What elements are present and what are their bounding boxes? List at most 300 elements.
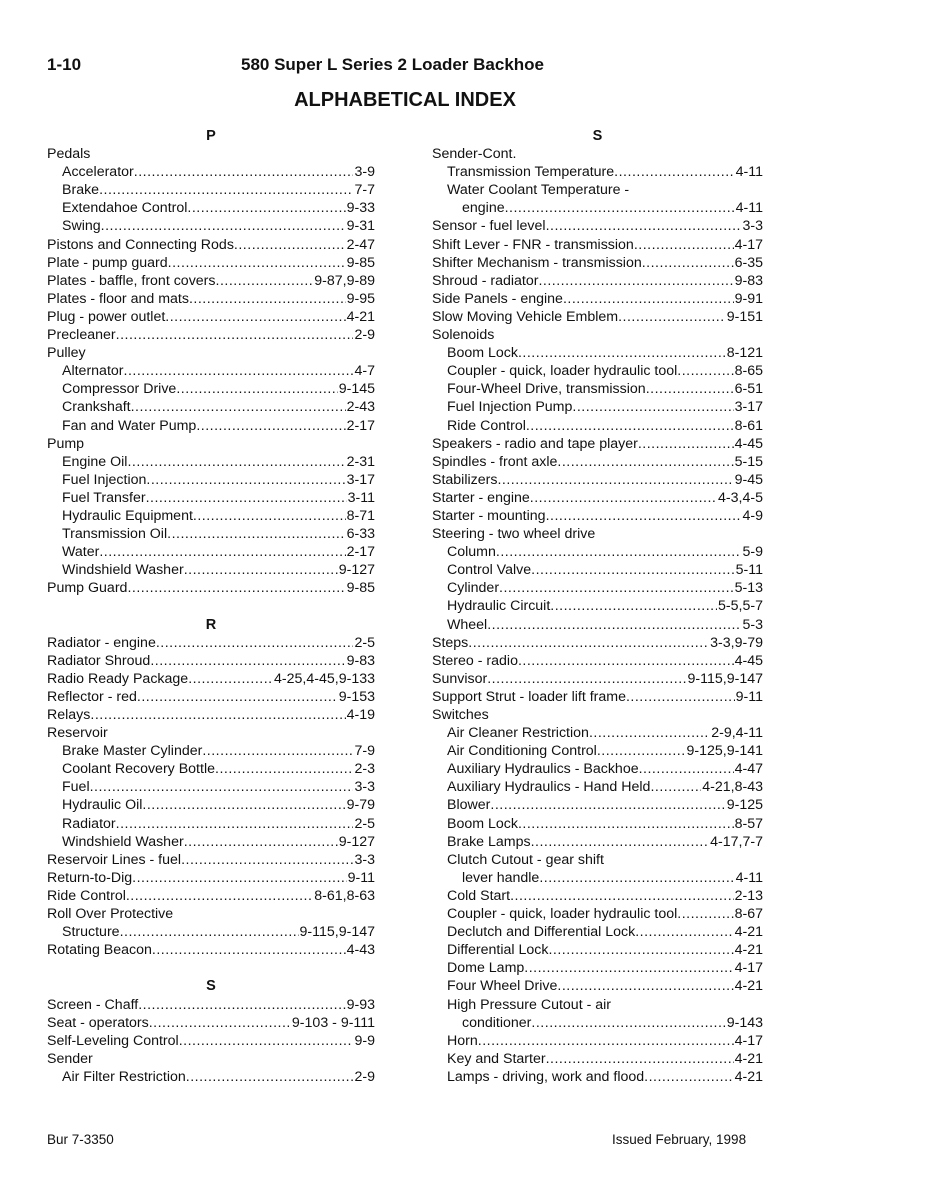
page-reference: 3-3,9-79: [710, 634, 763, 651]
dot-leader: [116, 326, 354, 344]
dot-leader: [156, 634, 354, 652]
document-title: 580 Super L Series 2 Loader Backhoe: [241, 55, 544, 74]
section-letter-heading: P: [206, 128, 216, 144]
dot-leader: [634, 236, 734, 254]
page-reference: 3-3: [354, 851, 375, 868]
page-reference: 9-45: [734, 471, 763, 488]
page-reference: 9-93: [346, 996, 375, 1013]
entry-label: Radio Ready Package: [47, 670, 189, 687]
entry-label: Hydraulic Circuit: [447, 598, 551, 615]
index-entry: [432, 634, 763, 652]
dot-leader: [496, 543, 742, 561]
entry-label: Air Conditioning Control: [447, 743, 597, 760]
index-subentry: [47, 525, 375, 543]
entry-label: Crankshaft: [62, 399, 131, 416]
dot-leader: [550, 597, 717, 615]
entry-label: Wheel: [447, 616, 488, 633]
page-reference: 9-11: [735, 688, 763, 705]
index-entry: [432, 290, 763, 308]
entry-label: Return-to-Dig: [47, 869, 133, 886]
page-reference: 4-21: [734, 1068, 763, 1085]
entry-label: Precleaner: [47, 327, 116, 344]
index-subentry: [47, 742, 375, 760]
entry-label: Fuel: [62, 779, 90, 796]
index-subentry: [47, 815, 375, 833]
entry-label: Starter - mounting: [432, 507, 546, 524]
entry-label: Pedals: [47, 146, 91, 163]
page-reference: 9-145: [338, 381, 375, 398]
dot-leader: [531, 561, 735, 579]
entry-label: Switches: [432, 707, 489, 723]
index-entry: [432, 217, 763, 235]
page-reference: 4-21: [734, 942, 763, 959]
entry-label: Key and Starter: [447, 1050, 546, 1067]
entry-label: Self-Leveling Control: [47, 1032, 179, 1049]
dot-leader: [131, 398, 346, 416]
index-entry: [47, 579, 375, 597]
dot-leader: [215, 760, 353, 778]
dot-leader: [530, 489, 717, 507]
index-entry: [47, 652, 375, 670]
dot-leader: [127, 579, 345, 597]
dot-leader: [518, 344, 726, 362]
page-reference: 2-31: [346, 453, 375, 470]
page-reference: 9-85: [346, 254, 375, 271]
page-number: 1-10: [47, 55, 82, 74]
index-subentry: [432, 941, 763, 959]
dot-leader: [132, 869, 347, 887]
dot-leader: [188, 670, 273, 688]
entry-label: Alternator: [62, 363, 124, 380]
index-subentry: [47, 362, 375, 380]
index-subentry: [47, 561, 375, 579]
entry-label: Auxiliary Hydraulics - Hand Held: [447, 779, 651, 796]
page-reference: 4-11: [735, 200, 763, 217]
index-subentry: [47, 380, 375, 398]
section-letter-heading: R: [205, 616, 217, 633]
index-subentry: [432, 905, 763, 923]
entry-label: Sender: [47, 1050, 93, 1067]
entry-label: Screen - Chaff: [47, 996, 139, 1013]
entry-label: Control Valve: [447, 562, 532, 579]
page-reference: 5-3: [742, 616, 763, 633]
index-entry: [47, 688, 375, 706]
index-subentry: [432, 923, 763, 941]
dot-leader: [646, 380, 734, 398]
index-entry: [432, 145, 763, 163]
dot-leader: [202, 742, 353, 760]
entry-label: Horn: [447, 1032, 478, 1049]
index-entry: [432, 688, 763, 706]
entry-label: Brake Lamps: [447, 833, 531, 850]
entry-label: Fuel Injection Pump: [447, 399, 573, 416]
entry-label: engine: [462, 200, 505, 217]
entry-label: Pistons and Connecting Rods: [47, 236, 234, 253]
index-entry: [47, 634, 375, 652]
dot-leader: [539, 869, 734, 887]
entry-label: Shroud - radiator: [432, 272, 539, 289]
entry-label: Starter - engine: [432, 489, 530, 506]
index-subentry: [432, 398, 763, 416]
entry-label: Engine Oil: [62, 453, 128, 470]
dot-leader: [149, 1014, 291, 1032]
index-entry: [47, 290, 375, 308]
page-reference: 6-51: [734, 381, 763, 398]
index-entry: [432, 489, 763, 507]
entry-label: Steering - two wheel drive: [432, 526, 596, 543]
dot-leader: [644, 1068, 733, 1086]
page-reference: 8-121: [726, 345, 763, 362]
index-entry: [47, 145, 375, 163]
page-reference: 2-17: [346, 417, 375, 434]
entry-label: Dome Lamp: [447, 960, 525, 977]
page-reference: 6-35: [734, 254, 763, 271]
index-subentry: [432, 1014, 763, 1032]
entry-label: Sensor - fuel level: [432, 218, 546, 235]
page-reference: 8-57: [734, 815, 763, 832]
page-reference: 4-17: [734, 1032, 763, 1049]
page-reference: 2-17: [346, 544, 375, 561]
index-subentry: [47, 796, 375, 814]
index-subentry: [432, 1050, 763, 1068]
page-reference: 5-15: [734, 453, 763, 470]
index-subentry: [47, 453, 375, 471]
entry-label: Four-Wheel Drive, transmission: [447, 381, 646, 398]
page-reference: 8-67: [734, 906, 763, 923]
index-subentry: [47, 507, 375, 525]
page-reference: 4-7: [354, 363, 375, 380]
page-reference: 4-19: [346, 707, 375, 723]
index-subentry: [432, 796, 763, 814]
index-subentry: [432, 362, 763, 380]
page-reference: 9-143: [726, 1014, 763, 1031]
entry-label: Plates - baffle, front covers: [47, 272, 216, 289]
entry-label: Shift Lever - FNR - transmission: [432, 236, 634, 253]
entry-label: Pump Guard: [47, 580, 128, 597]
page-reference: 7-7: [354, 182, 375, 199]
entry-label: Ride Control: [447, 417, 526, 434]
entry-label: Differential Lock: [447, 942, 549, 959]
entry-label: Transmission Temperature: [447, 164, 615, 181]
page-reference: 5-5,5-7: [718, 598, 763, 615]
page-reference: 4-47: [734, 761, 763, 778]
entry-label: Sunvisor: [432, 670, 488, 687]
entry-label: Windshield Washer: [62, 833, 184, 850]
entry-label: Rotating Beacon: [47, 942, 152, 959]
index-subentry: [432, 163, 763, 181]
index-subentry: [432, 977, 763, 995]
page-reference: 4-21: [734, 978, 763, 995]
dot-leader: [650, 778, 701, 796]
section-letter-heading: S: [592, 128, 603, 144]
page-reference: 9-153: [338, 688, 375, 705]
entry-label: Accelerator: [62, 164, 134, 181]
entry-label: Cylinder: [447, 580, 500, 597]
dot-leader: [186, 1068, 354, 1086]
index-entry: [47, 308, 375, 326]
index-entry: [47, 869, 375, 887]
dot-leader: [546, 507, 742, 525]
page-reference: 2-9,4-11: [711, 725, 763, 742]
dot-leader: [538, 272, 733, 290]
page-reference: 3-11: [347, 489, 375, 506]
page-reference: 3-17: [346, 471, 375, 488]
entry-label: Water: [62, 544, 100, 561]
page-reference: 4-21: [346, 308, 375, 325]
index-subentry: [432, 887, 763, 905]
dot-leader: [193, 507, 346, 525]
index-entry: [47, 1032, 375, 1050]
entry-label: lever handle: [462, 869, 540, 886]
index-entry: [47, 670, 375, 688]
index-entry: [432, 525, 763, 543]
entry-label: Speakers - radio and tape player: [432, 435, 638, 452]
index-column-left: [47, 127, 375, 1086]
index-subentry: [47, 760, 375, 778]
entry-label: conditioner: [462, 1014, 532, 1031]
entry-label: Air Cleaner Restriction: [447, 725, 589, 742]
dot-leader: [179, 1032, 354, 1050]
index-subentry: [432, 417, 763, 435]
page-reference: 9-115,9-147: [299, 924, 375, 941]
index-entry: [432, 254, 763, 272]
dot-leader: [635, 923, 733, 941]
index-entry: [47, 326, 375, 344]
dot-leader: [531, 1014, 725, 1032]
page-reference: 4-11: [735, 869, 763, 886]
page-reference: 9-85: [346, 580, 375, 597]
page-reference: 2-43: [346, 399, 375, 416]
entry-label: Windshield Washer: [62, 562, 184, 579]
entry-label: Radiator: [62, 815, 116, 832]
dot-leader: [137, 688, 338, 706]
page-reference: 4-21: [734, 924, 763, 941]
page-reference: 8-65: [734, 363, 763, 380]
dot-leader: [176, 380, 337, 398]
entry-label: Coolant Recovery Bottle: [62, 761, 215, 778]
dot-leader: [167, 525, 345, 543]
dot-leader: [138, 996, 345, 1014]
entry-label: Fan and Water Pump: [62, 417, 197, 434]
dot-leader: [468, 634, 709, 652]
dot-leader: [99, 543, 345, 561]
dot-leader: [497, 471, 733, 489]
entry-label: Declutch and Differential Lock: [447, 924, 636, 941]
page-reference: 4-11: [735, 164, 763, 181]
dot-leader: [187, 199, 345, 217]
page-reference: 6-33: [346, 526, 375, 543]
index-subentry: [47, 398, 375, 416]
index-subentry: [47, 471, 375, 489]
dot-leader: [196, 417, 345, 435]
index-entry: [47, 1050, 375, 1068]
page-reference: 2-47: [346, 236, 375, 253]
entry-label: Radiator - engine: [47, 634, 156, 651]
index-title: ALPHABETICAL INDEX: [294, 89, 516, 111]
dot-leader: [99, 181, 353, 199]
entry-label: Side Panels - engine: [432, 290, 563, 307]
index-subentry: [432, 1032, 763, 1050]
dot-leader: [526, 417, 734, 435]
dot-leader: [626, 688, 735, 706]
page-reference: 3-3: [354, 779, 375, 796]
index-subentry: [47, 199, 375, 217]
entry-label: High Pressure Cutout - air: [447, 996, 612, 1013]
footer-document-code: Bur 7-3350: [47, 1132, 114, 1147]
entry-label: Relays: [47, 707, 91, 723]
index-entry: [432, 435, 763, 453]
entry-label: Plate - pump guard: [47, 254, 168, 271]
page-reference: 2-3: [354, 761, 375, 778]
entry-label: Roll Over Protective: [47, 906, 174, 923]
entry-label: Coupler - quick, loader hydraulic tool: [447, 906, 678, 923]
page-reference: 9-95: [346, 290, 375, 307]
dot-leader: [146, 489, 347, 507]
index-subentry: [47, 217, 375, 235]
entry-label: Support Strut - loader lift frame: [432, 688, 626, 705]
dot-leader: [548, 941, 733, 959]
index-subentry: [432, 724, 763, 742]
index-subentry: [432, 380, 763, 398]
entry-label: Transmission Oil: [62, 526, 168, 543]
page-reference: 9-151: [726, 308, 763, 325]
dot-leader: [531, 833, 710, 851]
index-entry: [47, 851, 375, 869]
dot-leader: [478, 1032, 734, 1050]
index-entry: [47, 344, 375, 362]
entry-label: Structure: [62, 924, 120, 941]
entry-label: Column: [447, 544, 496, 561]
dot-leader: [142, 796, 345, 814]
index-entry: [432, 308, 763, 326]
dot-leader: [127, 453, 345, 471]
index-entry: [432, 670, 763, 688]
page-reference: 3-3: [742, 218, 763, 235]
dot-leader: [184, 561, 338, 579]
entry-label: Ride Control: [47, 887, 126, 904]
index-subentry: [432, 760, 763, 778]
entry-label: Reflector - red: [47, 688, 137, 705]
page-reference: 4-43: [346, 942, 375, 959]
index-subentry: [432, 851, 763, 869]
dot-leader: [518, 652, 734, 670]
page-reference: 9-83: [734, 272, 763, 289]
entry-label: Compressor Drive: [62, 381, 177, 398]
index-subentry: [432, 344, 763, 362]
index-subentry: [432, 579, 763, 597]
index-subentry: [47, 1068, 375, 1086]
entry-label: Air Filter Restriction: [62, 1068, 186, 1085]
dot-leader: [165, 308, 345, 326]
index-entry: [432, 652, 763, 670]
dot-leader: [677, 905, 733, 923]
entry-label: Lamps - driving, work and flood: [447, 1068, 645, 1085]
entry-label: Cold Start: [447, 887, 511, 904]
dot-leader: [638, 435, 734, 453]
dot-leader: [490, 796, 725, 814]
page-reference: 9-103 - 9-111: [291, 1014, 375, 1031]
index-entry: [47, 254, 375, 272]
index-subentry: [432, 561, 763, 579]
index-entry: [47, 996, 375, 1014]
entry-label: Pump: [47, 435, 85, 452]
page-reference: 9-83: [346, 652, 375, 669]
page-reference: 4-9: [742, 507, 763, 524]
page-reference: 2-9: [354, 1068, 375, 1085]
entry-label: Stereo - radio: [432, 652, 518, 669]
entry-label: Spindles - front axle: [432, 453, 558, 470]
index-entry: [47, 272, 375, 290]
entry-label: Brake: [62, 182, 100, 199]
index-entry: [432, 272, 763, 290]
page-reference: 2-5: [354, 634, 375, 651]
index-entry: [432, 236, 763, 254]
page-reference: 5-11: [735, 562, 763, 579]
page-reference: 9-9: [354, 1032, 375, 1049]
spacer: [47, 959, 375, 977]
page-reference: 9-127: [338, 562, 375, 579]
index-column-right: [432, 127, 763, 1086]
page-reference: 9-11: [347, 869, 375, 886]
dot-leader: [677, 362, 733, 380]
dot-leader: [184, 833, 338, 851]
page-reference: 4-21: [734, 1050, 763, 1067]
dot-leader: [510, 887, 734, 905]
dot-leader: [487, 616, 741, 634]
index-subentry: [432, 597, 763, 615]
entry-label: Reservoir: [47, 725, 108, 742]
dot-leader: [126, 887, 313, 905]
index-subentry: [432, 869, 763, 887]
page-reference: 5-9: [742, 544, 763, 561]
page-reference: 2-5: [354, 815, 375, 832]
entry-label: Seat - operators: [47, 1014, 149, 1031]
page-reference: 8-61,8-63: [314, 887, 375, 904]
index-subentry: [47, 163, 375, 181]
entry-label: Hydraulic Oil: [62, 797, 143, 814]
index-entry: [47, 905, 375, 923]
entry-label: Plug - power outlet: [47, 308, 166, 325]
entry-label: Four Wheel Drive: [447, 978, 558, 995]
dot-leader: [499, 579, 734, 597]
index-entry: [432, 706, 763, 724]
dot-leader: [150, 652, 345, 670]
dot-leader: [90, 778, 354, 796]
dot-leader: [234, 236, 346, 254]
entry-label: Radiator Shroud: [47, 652, 151, 669]
index-subentry: [432, 199, 763, 217]
dot-leader: [134, 163, 354, 181]
dot-leader: [563, 290, 734, 308]
index-entry: [47, 887, 375, 905]
page-reference: 2-9: [354, 327, 375, 344]
index-subentry: [432, 833, 763, 851]
entry-label: Hydraulic Equipment: [62, 507, 193, 524]
dot-leader: [557, 453, 733, 471]
dot-leader: [524, 959, 733, 977]
page-reference: 4-17: [734, 960, 763, 977]
dot-leader: [642, 254, 734, 272]
index-entry: [47, 236, 375, 254]
entry-label: Solenoids: [432, 327, 495, 344]
index-subentry: [432, 815, 763, 833]
entry-label: Auxiliary Hydraulics - Backhoe: [447, 761, 639, 778]
entry-label: Water Coolant Temperature -: [447, 182, 630, 199]
index-subentry: [47, 923, 375, 941]
index-subentry: [432, 959, 763, 977]
page-reference: 4-45: [734, 652, 763, 669]
dot-leader: [614, 163, 734, 181]
